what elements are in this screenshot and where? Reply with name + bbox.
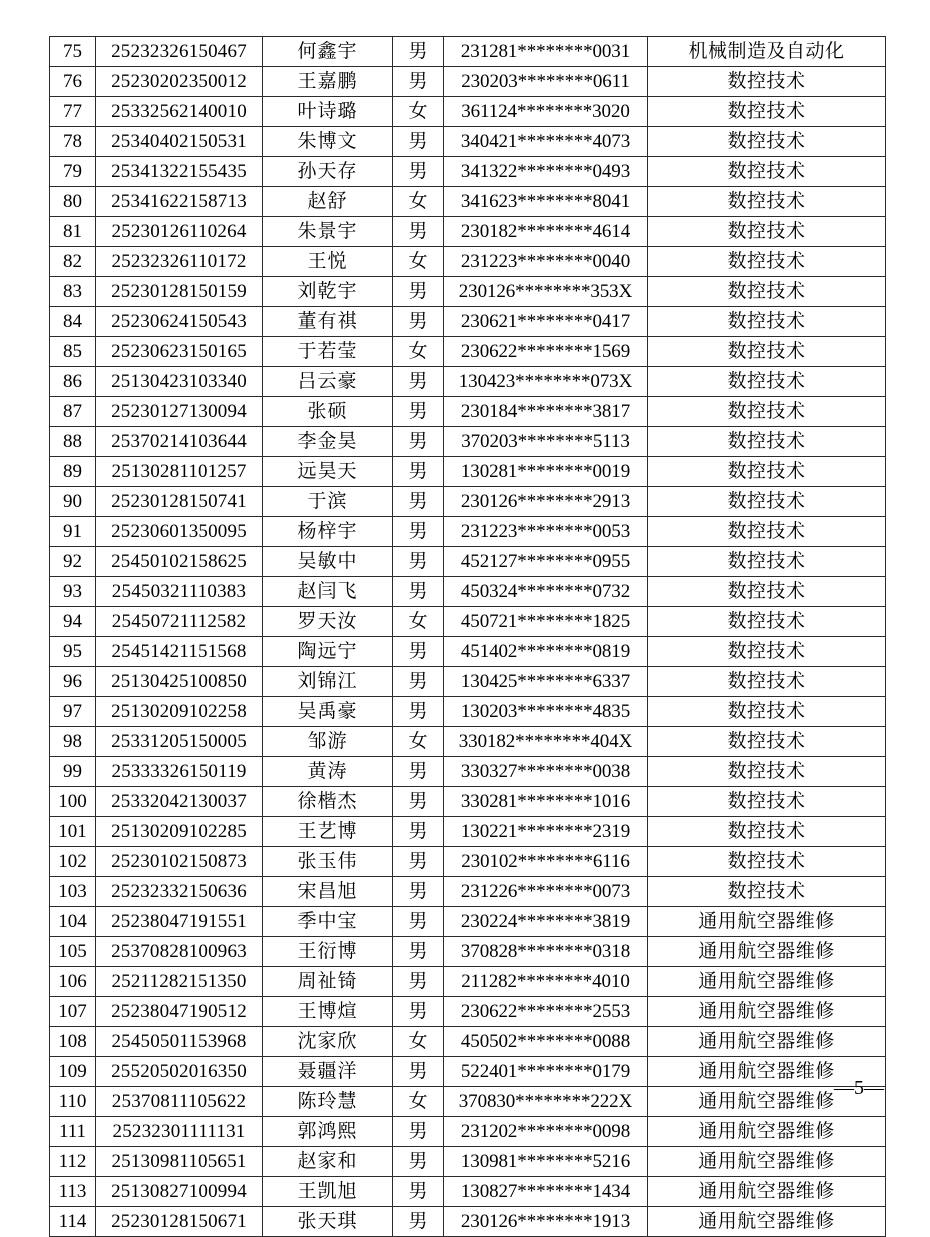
cell-index: 90 <box>50 487 96 517</box>
cell-gender: 男 <box>393 127 444 157</box>
cell-id-number: 231223********0053 <box>444 517 648 547</box>
cell-major: 数控技术 <box>648 277 886 307</box>
cell-gender: 男 <box>393 877 444 907</box>
cell-id-number: 450502********0088 <box>444 1027 648 1057</box>
cell-major: 数控技术 <box>648 727 886 757</box>
cell-major: 通用航空器维修 <box>648 907 886 937</box>
cell-id-number: 130221********2319 <box>444 817 648 847</box>
cell-major: 数控技术 <box>648 697 886 727</box>
cell-name: 张玉伟 <box>263 847 393 877</box>
cell-gender: 男 <box>393 787 444 817</box>
cell-exam-number: 25450321110383 <box>96 577 263 607</box>
table-row <box>50 127 886 157</box>
table-row <box>50 97 886 127</box>
cell-index: 93 <box>50 577 96 607</box>
cell-index: 80 <box>50 187 96 217</box>
cell-name: 吴禹豪 <box>263 697 393 727</box>
cell-gender: 女 <box>393 1087 444 1117</box>
cell-gender: 女 <box>393 187 444 217</box>
cell-major: 数控技术 <box>648 757 886 787</box>
cell-exam-number: 25238047191551 <box>96 907 263 937</box>
cell-gender: 男 <box>393 427 444 457</box>
cell-index: 103 <box>50 877 96 907</box>
table-row <box>50 967 886 997</box>
cell-gender: 男 <box>393 967 444 997</box>
cell-major: 数控技术 <box>648 217 886 247</box>
cell-major: 机械制造及自动化 <box>648 37 886 67</box>
cell-major: 数控技术 <box>648 247 886 277</box>
cell-gender: 男 <box>393 1207 444 1237</box>
table-row <box>50 517 886 547</box>
cell-gender: 男 <box>393 1177 444 1207</box>
cell-major: 通用航空器维修 <box>648 967 886 997</box>
cell-exam-number: 25450102158625 <box>96 547 263 577</box>
table-row <box>50 787 886 817</box>
cell-major: 通用航空器维修 <box>648 1147 886 1177</box>
cell-id-number: 130425********6337 <box>444 667 648 697</box>
cell-name: 宋昌旭 <box>263 877 393 907</box>
cell-gender: 男 <box>393 1117 444 1147</box>
cell-gender: 女 <box>393 337 444 367</box>
table-row <box>50 667 886 697</box>
table-row <box>50 337 886 367</box>
cell-exam-number: 25230128150741 <box>96 487 263 517</box>
table-row <box>50 547 886 577</box>
cell-name: 郭鸿熙 <box>263 1117 393 1147</box>
cell-name: 陈玲慧 <box>263 1087 393 1117</box>
cell-major: 通用航空器维修 <box>648 1117 886 1147</box>
cell-name: 沈家欣 <box>263 1027 393 1057</box>
cell-gender: 男 <box>393 667 444 697</box>
cell-index: 86 <box>50 367 96 397</box>
cell-exam-number: 25520502016350 <box>96 1057 263 1087</box>
cell-major: 数控技术 <box>648 67 886 97</box>
table-row <box>50 397 886 427</box>
cell-gender: 男 <box>393 847 444 877</box>
cell-index: 81 <box>50 217 96 247</box>
cell-id-number: 231281********0031 <box>444 37 648 67</box>
cell-name: 叶诗璐 <box>263 97 393 127</box>
cell-id-number: 130827********1434 <box>444 1177 648 1207</box>
cell-id-number: 361124********3020 <box>444 97 648 127</box>
cell-name: 于滨 <box>263 487 393 517</box>
table-row <box>50 877 886 907</box>
cell-id-number: 211282********4010 <box>444 967 648 997</box>
cell-exam-number: 25130981105651 <box>96 1147 263 1177</box>
cell-gender: 男 <box>393 547 444 577</box>
cell-name: 远昊天 <box>263 457 393 487</box>
cell-id-number: 330327********0038 <box>444 757 648 787</box>
cell-gender: 男 <box>393 637 444 667</box>
cell-id-number: 231226********0073 <box>444 877 648 907</box>
cell-gender: 男 <box>393 757 444 787</box>
table-row <box>50 1057 886 1087</box>
table-row <box>50 847 886 877</box>
cell-id-number: 230622********1569 <box>444 337 648 367</box>
cell-gender: 男 <box>393 457 444 487</box>
cell-id-number: 522401********0179 <box>444 1057 648 1087</box>
cell-id-number: 370828********0318 <box>444 937 648 967</box>
cell-name: 赵闫飞 <box>263 577 393 607</box>
cell-exam-number: 25370811105622 <box>96 1087 263 1117</box>
table-row <box>50 157 886 187</box>
cell-id-number: 230126********2913 <box>444 487 648 517</box>
cell-index: 78 <box>50 127 96 157</box>
cell-major: 数控技术 <box>648 547 886 577</box>
cell-index: 95 <box>50 637 96 667</box>
cell-exam-number: 25232332150636 <box>96 877 263 907</box>
cell-major: 数控技术 <box>648 847 886 877</box>
cell-exam-number: 25333326150119 <box>96 757 263 787</box>
cell-exam-number: 25230202350012 <box>96 67 263 97</box>
cell-id-number: 231202********0098 <box>444 1117 648 1147</box>
cell-name: 季中宝 <box>263 907 393 937</box>
cell-id-number: 230126********1913 <box>444 1207 648 1237</box>
cell-name: 于若莹 <box>263 337 393 367</box>
cell-index: 94 <box>50 607 96 637</box>
cell-id-number: 451402********0819 <box>444 637 648 667</box>
cell-gender: 女 <box>393 247 444 277</box>
cell-index: 82 <box>50 247 96 277</box>
table-row <box>50 277 886 307</box>
cell-index: 85 <box>50 337 96 367</box>
cell-major: 通用航空器维修 <box>648 997 886 1027</box>
cell-major: 数控技术 <box>648 427 886 457</box>
cell-index: 76 <box>50 67 96 97</box>
cell-index: 108 <box>50 1027 96 1057</box>
cell-gender: 男 <box>393 487 444 517</box>
cell-id-number: 230224********3819 <box>444 907 648 937</box>
cell-major: 数控技术 <box>648 637 886 667</box>
cell-gender: 男 <box>393 937 444 967</box>
cell-exam-number: 25450501153968 <box>96 1027 263 1057</box>
cell-major: 通用航空器维修 <box>648 1087 886 1117</box>
cell-major: 数控技术 <box>648 367 886 397</box>
cell-id-number: 450721********1825 <box>444 607 648 637</box>
cell-name: 王衍博 <box>263 937 393 967</box>
cell-exam-number: 25370828100963 <box>96 937 263 967</box>
table-row <box>50 427 886 457</box>
table-row <box>50 1147 886 1177</box>
cell-exam-number: 25232326110172 <box>96 247 263 277</box>
cell-exam-number: 25450721112582 <box>96 607 263 637</box>
cell-index: 107 <box>50 997 96 1027</box>
cell-index: 112 <box>50 1147 96 1177</box>
table-row <box>50 487 886 517</box>
cell-name: 张硕 <box>263 397 393 427</box>
cell-index: 114 <box>50 1207 96 1237</box>
cell-exam-number: 25130209102258 <box>96 697 263 727</box>
cell-index: 75 <box>50 37 96 67</box>
cell-name: 陶远宁 <box>263 637 393 667</box>
cell-id-number: 230622********2553 <box>444 997 648 1027</box>
cell-gender: 男 <box>393 397 444 427</box>
cell-gender: 男 <box>393 307 444 337</box>
cell-gender: 男 <box>393 697 444 727</box>
cell-major: 数控技术 <box>648 397 886 427</box>
cell-gender: 女 <box>393 97 444 127</box>
cell-exam-number: 25230128150159 <box>96 277 263 307</box>
cell-gender: 男 <box>393 67 444 97</box>
cell-index: 100 <box>50 787 96 817</box>
cell-index: 109 <box>50 1057 96 1087</box>
table-row <box>50 67 886 97</box>
cell-id-number: 130203********4835 <box>444 697 648 727</box>
cell-index: 83 <box>50 277 96 307</box>
cell-id-number: 130281********0019 <box>444 457 648 487</box>
cell-name: 刘锦江 <box>263 667 393 697</box>
cell-id-number: 230182********4614 <box>444 217 648 247</box>
cell-gender: 男 <box>393 277 444 307</box>
cell-index: 104 <box>50 907 96 937</box>
cell-id-number: 370830********222X <box>444 1087 648 1117</box>
cell-id-number: 340421********4073 <box>444 127 648 157</box>
cell-major: 数控技术 <box>648 667 886 697</box>
cell-exam-number: 25230126110264 <box>96 217 263 247</box>
cell-id-number: 450324********0732 <box>444 577 648 607</box>
roster-table-container <box>49 36 885 1237</box>
table-row <box>50 1177 886 1207</box>
cell-gender: 男 <box>393 577 444 607</box>
cell-exam-number: 25230102150873 <box>96 847 263 877</box>
table-row <box>50 37 886 67</box>
cell-name: 孙天存 <box>263 157 393 187</box>
cell-major: 通用航空器维修 <box>648 1177 886 1207</box>
cell-major: 数控技术 <box>648 787 886 817</box>
table-row <box>50 937 886 967</box>
cell-major: 数控技术 <box>648 577 886 607</box>
table-row <box>50 697 886 727</box>
cell-gender: 男 <box>393 1057 444 1087</box>
cell-id-number: 230203********0611 <box>444 67 648 97</box>
cell-major: 数控技术 <box>648 457 886 487</box>
cell-gender: 男 <box>393 517 444 547</box>
cell-id-number: 341322********0493 <box>444 157 648 187</box>
cell-major: 数控技术 <box>648 307 886 337</box>
cell-name: 王艺博 <box>263 817 393 847</box>
page-number: —5— <box>834 1077 884 1099</box>
cell-gender: 男 <box>393 367 444 397</box>
cell-gender: 男 <box>393 817 444 847</box>
cell-name: 聂疆洋 <box>263 1057 393 1087</box>
cell-name: 黄涛 <box>263 757 393 787</box>
cell-index: 97 <box>50 697 96 727</box>
cell-id-number: 452127********0955 <box>444 547 648 577</box>
cell-major: 通用航空器维修 <box>648 1207 886 1237</box>
cell-index: 106 <box>50 967 96 997</box>
cell-name: 董有祺 <box>263 307 393 337</box>
table-row <box>50 607 886 637</box>
table-row <box>50 727 886 757</box>
table-row <box>50 1027 886 1057</box>
cell-exam-number: 25340402150531 <box>96 127 263 157</box>
cell-index: 87 <box>50 397 96 427</box>
cell-name: 赵家和 <box>263 1147 393 1177</box>
table-row <box>50 1207 886 1237</box>
cell-exam-number: 25370214103644 <box>96 427 263 457</box>
cell-id-number: 130981********5216 <box>444 1147 648 1177</box>
cell-name: 朱景宇 <box>263 217 393 247</box>
cell-index: 101 <box>50 817 96 847</box>
cell-id-number: 341623********8041 <box>444 187 648 217</box>
cell-id-number: 330182********404X <box>444 727 648 757</box>
cell-index: 84 <box>50 307 96 337</box>
table-row <box>50 577 886 607</box>
cell-major: 数控技术 <box>648 337 886 367</box>
cell-gender: 男 <box>393 997 444 1027</box>
cell-major: 通用航空器维修 <box>648 937 886 967</box>
table-row <box>50 817 886 847</box>
cell-index: 105 <box>50 937 96 967</box>
cell-index: 77 <box>50 97 96 127</box>
table-row <box>50 637 886 667</box>
cell-exam-number: 25230624150543 <box>96 307 263 337</box>
roster-table-body <box>50 37 886 1237</box>
cell-major: 通用航空器维修 <box>648 1027 886 1057</box>
cell-index: 102 <box>50 847 96 877</box>
table-row <box>50 997 886 1027</box>
cell-major: 数控技术 <box>648 127 886 157</box>
cell-id-number: 231223********0040 <box>444 247 648 277</box>
cell-major: 数控技术 <box>648 97 886 127</box>
cell-index: 98 <box>50 727 96 757</box>
table-row <box>50 457 886 487</box>
cell-index: 88 <box>50 427 96 457</box>
cell-major: 数控技术 <box>648 607 886 637</box>
cell-exam-number: 25238047190512 <box>96 997 263 1027</box>
table-row <box>50 307 886 337</box>
cell-exam-number: 25332562140010 <box>96 97 263 127</box>
cell-gender: 女 <box>393 1027 444 1057</box>
cell-exam-number: 25341322155435 <box>96 157 263 187</box>
cell-id-number: 370203********5113 <box>444 427 648 457</box>
cell-gender: 男 <box>393 217 444 247</box>
cell-name: 王凯旭 <box>263 1177 393 1207</box>
roster-table <box>49 36 886 1237</box>
cell-exam-number: 25341622158713 <box>96 187 263 217</box>
cell-exam-number: 25130209102285 <box>96 817 263 847</box>
cell-index: 113 <box>50 1177 96 1207</box>
cell-gender: 男 <box>393 907 444 937</box>
cell-major: 数控技术 <box>648 517 886 547</box>
cell-name: 赵舒 <box>263 187 393 217</box>
cell-name: 王嘉鹏 <box>263 67 393 97</box>
cell-name: 李金昊 <box>263 427 393 457</box>
cell-exam-number: 25230623150165 <box>96 337 263 367</box>
cell-id-number: 230184********3817 <box>444 397 648 427</box>
cell-exam-number: 25230127130094 <box>96 397 263 427</box>
cell-name: 吴敏中 <box>263 547 393 577</box>
cell-name: 王悦 <box>263 247 393 277</box>
cell-id-number: 230621********0417 <box>444 307 648 337</box>
cell-exam-number: 25230601350095 <box>96 517 263 547</box>
cell-exam-number: 25130423103340 <box>96 367 263 397</box>
cell-major: 数控技术 <box>648 157 886 187</box>
cell-id-number: 130423********073X <box>444 367 648 397</box>
cell-name: 杨梓宇 <box>263 517 393 547</box>
table-row <box>50 1117 886 1147</box>
cell-index: 92 <box>50 547 96 577</box>
cell-index: 79 <box>50 157 96 187</box>
table-row <box>50 1087 886 1117</box>
cell-major: 数控技术 <box>648 877 886 907</box>
cell-gender: 男 <box>393 1147 444 1177</box>
cell-name: 何鑫宇 <box>263 37 393 67</box>
cell-exam-number: 25331205150005 <box>96 727 263 757</box>
cell-name: 周祉锜 <box>263 967 393 997</box>
table-row <box>50 187 886 217</box>
cell-name: 朱博文 <box>263 127 393 157</box>
cell-exam-number: 25230128150671 <box>96 1207 263 1237</box>
table-row <box>50 757 886 787</box>
cell-exam-number: 25451421151568 <box>96 637 263 667</box>
cell-major: 数控技术 <box>648 817 886 847</box>
cell-exam-number: 25232326150467 <box>96 37 263 67</box>
cell-gender: 女 <box>393 607 444 637</box>
cell-name: 刘乾宇 <box>263 277 393 307</box>
cell-exam-number: 25332042130037 <box>96 787 263 817</box>
cell-name: 罗天汝 <box>263 607 393 637</box>
cell-id-number: 230102********6116 <box>444 847 648 877</box>
cell-name: 邹游 <box>263 727 393 757</box>
cell-name: 张天琪 <box>263 1207 393 1237</box>
table-row <box>50 367 886 397</box>
table-row <box>50 247 886 277</box>
cell-name: 吕云豪 <box>263 367 393 397</box>
cell-id-number: 230126********353X <box>444 277 648 307</box>
table-row <box>50 217 886 247</box>
cell-exam-number: 25130281101257 <box>96 457 263 487</box>
cell-index: 99 <box>50 757 96 787</box>
cell-exam-number: 25130425100850 <box>96 667 263 697</box>
cell-gender: 男 <box>393 37 444 67</box>
cell-index: 110 <box>50 1087 96 1117</box>
cell-name: 王博煊 <box>263 997 393 1027</box>
cell-major: 数控技术 <box>648 187 886 217</box>
cell-index: 89 <box>50 457 96 487</box>
cell-exam-number: 25232301111131 <box>96 1117 263 1147</box>
cell-major: 数控技术 <box>648 487 886 517</box>
cell-index: 91 <box>50 517 96 547</box>
cell-exam-number: 25130827100994 <box>96 1177 263 1207</box>
cell-index: 96 <box>50 667 96 697</box>
cell-exam-number: 25211282151350 <box>96 967 263 997</box>
cell-name: 徐楷杰 <box>263 787 393 817</box>
cell-major: 通用航空器维修 <box>648 1057 886 1087</box>
cell-id-number: 330281********1016 <box>444 787 648 817</box>
cell-gender: 女 <box>393 727 444 757</box>
cell-index: 111 <box>50 1117 96 1147</box>
table-row <box>50 907 886 937</box>
cell-gender: 男 <box>393 157 444 187</box>
